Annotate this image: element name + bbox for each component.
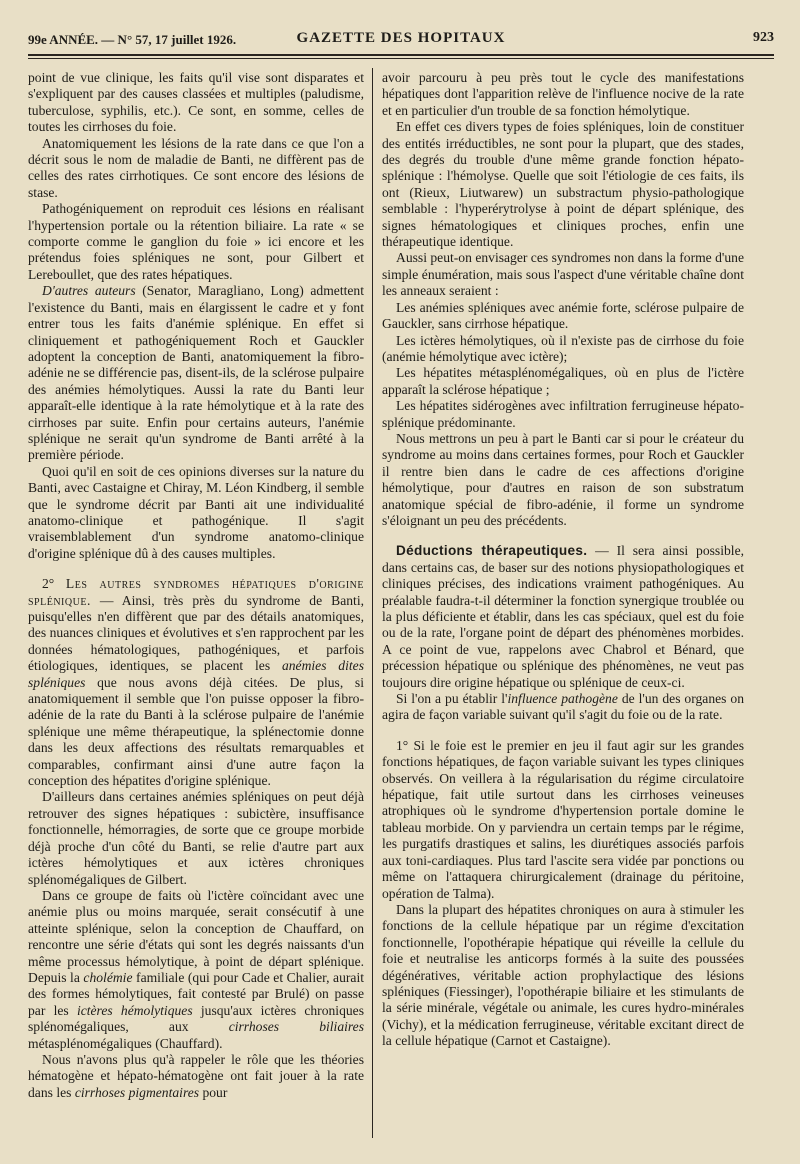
emphasis: anémies dites spléniques <box>28 658 364 690</box>
paragraph-text: (Senator, Maragliano, Long) admettent l'existence du Banti, mais en élargissent le cadre et y font entrer tous les faits d'anémie splénique. En effet si cliniquement et pathogéniquement Roch et Gauckler adoptent la conception de Banti, anatomiquement la fibro-adénie ne se différencie pas, disent-ils, de la sclérose pulpaire des anémies hémolytiques. Aussi la rate du Banti leur apparaît-elle identique à la rate hémolytique et à la rate des cirrhoses par suite. Enfin pour certains auteurs, l'anémie splénique ne serait qu'un syndrome de Banti arrêté à la première période. <box>28 283 364 463</box>
right-column <box>382 70 744 1150</box>
paragraph: En effet ces divers types de foies spléniques, loin de constituer des entités irréductibles, ne sont pour la plupart, que des stades, des degrés du trouble d'une même grande fonction hépato-splénique : l'hémolyse. Quelle que soit l'étiologie de ces faits, ils ont (Rieux, Liutwarew) un substractum physio-pathologique semblable : l'hyperérytrolyse à point de départ splénique, des signes hématologiques et cliniques proches, enfin une thérapeutique identique. <box>382 119 744 250</box>
list-paragraph: Les anémies spléniques avec anémie forte, sclérose pulpaire de Gauckler, sans cirrhose hépatique. <box>382 299 744 332</box>
spacer <box>382 724 744 738</box>
column-divider <box>372 68 373 1138</box>
paragraph <box>28 1052 364 1101</box>
page-number: 923 <box>753 30 774 45</box>
journal-title: GAZETTE DES HOPITAUX <box>296 30 506 46</box>
paragraph <box>382 691 744 724</box>
paragraph: Pathogéniquement on reproduit ces lésions en réalisant l'hypertension portale ou la rétention biliaire. La rate « se comporte comme le ganglion du foie » ici encore et les prétendus foies spléniques ne sont, pour Gilbert et Lereboullet, que des rates hépatiques. <box>28 201 364 282</box>
paragraph-text: que nous avons déjà citées. De plus, si anatomiquement il semble que l'on puisse opposer la fibro-adénie de la rate du Banti à la sclérose pulpaire de l'anémie splénique une même thérapeutique, la splénectomie donne dans les deux affections des résultats remarquables et comparables, confirmant ainsi d'une autre façon la conception des hépatites d'origine splénique. <box>28 674 364 789</box>
list-paragraph: Les hépatites métasplénomégaliques, où en plus de l'ictère apparaît la sclérose hépatique ; <box>382 365 744 397</box>
header-rule <box>28 54 774 56</box>
list-paragraph: Les hépatites sidérogènes avec infiltration ferrugineuse hépato-splénique prédominante. <box>382 398 744 430</box>
emphasis: cholémie <box>83 969 133 985</box>
paragraph-text: familiale (qui pour Cade et Chalier, aurait des formes hémolytiques, fait contesté par Brulé) on passe par les <box>28 969 364 1018</box>
paragraph-text: Nous n'avons plus qu'à rappeler le rôle que les théories hématogène et hépato-hématogène ont fait jouer à la rate dans les <box>28 1051 364 1100</box>
paragraph-text: jusqu'aux ictères chroniques splénomégaliques, aux <box>28 1002 364 1035</box>
section-heading: Les autres syndromes hépatiques d'origine splénique. <box>28 576 364 608</box>
paragraph-text: — Ainsi, très près du syndrome de Banti, puisqu'elles n'en diffèrent que par des détails anatomiques, des nuances cliniques et évolutives et s'en rapprochent par les données hématologiques, pathogéniques, et parfois étiologiques, identiques, se placent les <box>28 592 364 674</box>
paragraph: D'ailleurs dans certaines anémies spléniques on peut déjà retrouver des signes hépatiques : subictère, insuffisance fonctionnelle, hémorragies, de sorte que ce groupe morbide déjà proche d'un côté du Banti, se relie d'autre part aux ictères hémolytiques et aux ictères chroniques splénomégaliques de Gilbert. <box>28 789 364 887</box>
paragraph-text: métasplénomégaliques (Chauffard). <box>28 1035 223 1051</box>
paragraph-text: de l'un des organes on agira de façon variable suivant qu'il s'agit du foie ou de la rate. <box>382 691 744 723</box>
emphasis: cirrhoses pigmentaires <box>74 1084 200 1100</box>
paragraph: 1° Si le foie est le premier en jeu il faut agir sur les grandes fonctions hépatiques, de façon variable suivant les types cliniques observés. On veillera à la régularisation du régime circulatoire hépatique, fait utile surtout dans les cirrhoses veineuses atrophiques où le syndrome d'hypertension portale domine le tableau morbide. On y parviendra un certain temps par le régime, les purgatifs drastiques et salins, les diurétiques associés parfois aux toni-cardiaques. Plus tard l'ascite sera vidée par ponctions ou même on l'attaquera chirurgicalement (drainage du péritoine, opération de Talma). <box>382 737 744 901</box>
list-paragraph: Les ictères hémolytiques, où il n'existe pas de cirrhose du foie (anémie hémolytique avec ictère); <box>382 332 744 364</box>
emphasis: cirrhoses biliaires <box>228 1019 364 1035</box>
issue-line: 99e ANNÉE. — N° 57, 17 juillet 1926. <box>28 32 237 47</box>
paragraph: Aussi peut-on envisager ces syndromes non dans la forme d'une simple énumération, mais sous l'aspect d'une véritable chaîne dont les anneaux seraient : <box>382 250 744 299</box>
paragraph-text: — Il sera ainsi possible, dans certains cas, de baser sur des notions physiopathologiques et cliniques précises, des indications vraiment pathogéniques. Au préalable faudra-t-il déterminer la fonction synergique troublée ou la plus déficiente et établir, dans les cas spéciaux, quel est du foie ou de la rate, l'organe point de départ des phénomènes morbides. A ce point de vue, rappelons avec Chabrol et Bénard, que précession hépatique ou splénique des phénomènes, ne veut pas toujours dire origine hépatique ou splénique de ceux-ci. <box>382 543 744 690</box>
paragraph <box>28 888 364 1052</box>
paragraph: Quoi qu'il en soit de ces opinions diverses sur la nature du Banti, avec Castaigne et Chiray, M. Léon Kindberg, il semble que le syndrome décrit par Banti ait une individualité anatomo-clinique et pathogénique. Il s'agit vraisemblablement d'un syndrome anatomo-clinique d'origine splénique dû à des causes multiples. <box>28 463 364 561</box>
paragraph: point de vue clinique, les faits qu'il vise sont disparates et s'expliquent par des causes classées et multiples (paludisme, tuberculose, syphilis, etc.). Ce sont, en somme, celles de toutes les cirrhoses du foie. <box>28 70 364 135</box>
header-rule-thin <box>28 58 774 59</box>
paragraph: Nous mettrons un peu à part le Banti car si pour le créateur du syndrome au moins dans certaines formes, pour Roch et Gauckler il rentre bien dans le cadre de ces affections d'origine hémolytique, pour d'autres en raison de son substratum anatomique spécial de fibro-adénie, il forme un syndrome s'éloignant un peu des précédents. <box>382 430 744 528</box>
section-heading: Déductions thérapeutiques. <box>396 543 588 559</box>
emphasis: influence pathogène <box>507 691 618 707</box>
emphasis: ictères hémolytiques <box>76 1002 193 1018</box>
paragraph: avoir parcouru à peu près tout le cycle des manifestations hépatiques dont l'apparition relève de l'influence nocive de la rate et en particulier d'un trouble de sa fonction hémolytique. <box>382 70 744 118</box>
section-paragraph <box>382 543 744 691</box>
section-paragraph <box>28 576 364 789</box>
paragraph-text: pour <box>199 1084 228 1100</box>
page-header <box>28 28 774 52</box>
paragraph: Dans la plupart des hépatites chroniques on aura à stimuler les fonctions de la cellule hépatique par un régime d'excitation fonctionnelle, l'opothérapie hépatique qui réveille la cellule du foie et neutralise les anticorps formés à la suite des poussées dégénératives, véritable action prophylactique des lésions spléniques (Fiessinger), l'opothérapie biliaire et les stimulants de la série minérale, végétale ou animale, les cures hydro-minérales (Vichy), et la médication ferrugineuse, véritable excitant direct de la cellule hépatique (Carnot et Castaigne). <box>382 901 744 1049</box>
left-column <box>28 70 364 1150</box>
paragraph: Anatomiquement les lésions de la rate dans ce que l'on a décrit sous le nom de maladie de Banti, ne diffèrent pas de celles des rates cirrhotiques. Ce sont encore des lésions de stase. <box>28 135 364 200</box>
section-number: 2° <box>42 576 66 592</box>
emphasis: D'autres auteurs <box>42 283 136 299</box>
paragraph-text: Dans ce groupe de faits où l'ictère coïncidant avec une anémie plus ou moins marquée, serait consécutif à une atteinte splénique, selon la conception de Chauffard, on rencontre une série d'états qui sont les degrés naissants d'un même processus hémolytique, à point de départ splénique. Depuis la <box>28 887 364 985</box>
paragraph <box>28 283 364 463</box>
paragraph-text: Si l'on a pu établir l' <box>396 691 508 707</box>
